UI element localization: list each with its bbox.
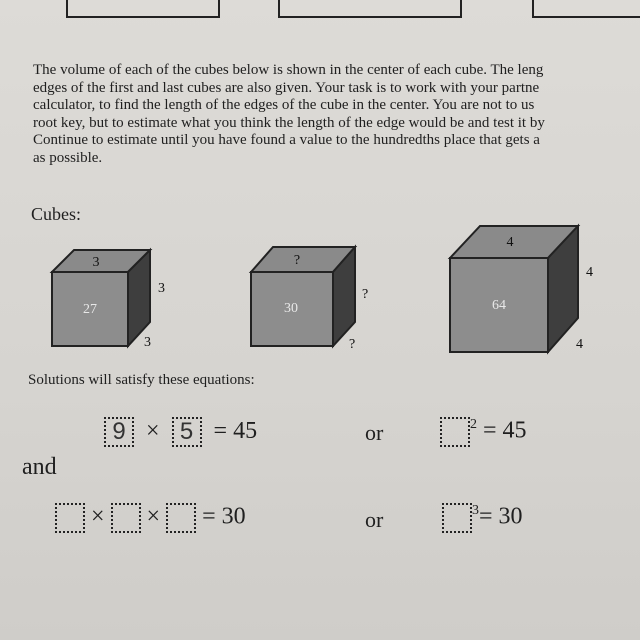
handwritten-digit: 9: [112, 418, 126, 445]
answer-box[interactable]: [111, 503, 141, 533]
exponent: 2: [470, 416, 477, 432]
equation-rhs: = 30: [202, 503, 246, 530]
equation-1-left: [104, 417, 257, 447]
exponent: 3: [472, 502, 479, 518]
paragraph-line: The volume of each of the cubes below is shown in the center of each cube. The leng: [33, 62, 544, 78]
cube-volume-label: 27: [83, 302, 97, 317]
equation-rhs: = 30: [479, 503, 523, 530]
cube-edge-label: 4: [576, 337, 583, 352]
answer-box[interactable]: [440, 417, 470, 447]
paragraph-line: as possible.: [33, 149, 103, 166]
solutions-label: Solutions will satisfy these equations:: [28, 372, 255, 388]
answer-box[interactable]: [172, 417, 202, 447]
cube-edge-label: 4: [506, 235, 514, 250]
cube-edge-label: ?: [349, 337, 356, 352]
equation-rhs: = 45: [213, 417, 258, 444]
and-label: and: [22, 454, 57, 480]
times-symbol: ×: [91, 503, 105, 530]
paragraph-line: root key, but to estimate what you think the length of the edge would be and test it by: [33, 114, 545, 131]
cube-64: [450, 226, 593, 352]
answer-box[interactable]: [55, 503, 85, 533]
equation-rhs: = 45: [483, 417, 527, 444]
answer-box[interactable]: [442, 503, 472, 533]
or-label: or: [365, 507, 384, 532]
answer-box[interactable]: [166, 503, 196, 533]
times-symbol: ×: [146, 417, 160, 444]
cube-volume-label: 64: [492, 298, 506, 313]
cube-edge-label: 3: [92, 255, 100, 270]
cube-edge-label: 3: [144, 335, 151, 350]
cube-edge-label: ?: [362, 287, 369, 302]
cube-edge-label: 3: [158, 281, 165, 296]
cube-27: [52, 250, 165, 350]
cube-edge-label: 4: [586, 265, 593, 280]
paragraph-line: edges of the first and last cubes are also given. Your task is to work with your partne: [33, 79, 540, 96]
times-symbol: ×: [146, 503, 161, 530]
equation-2-right: [442, 503, 523, 533]
equation-2-left: [55, 503, 246, 533]
cube-edge-label: ?: [293, 253, 301, 268]
or-label: or: [365, 420, 384, 445]
equation-1-right: [440, 417, 527, 447]
handwritten-digit: 5: [179, 418, 194, 445]
paragraph-line: calculator, to find the length of the edges of the cube in the center. You are not to us: [33, 97, 535, 114]
cube-volume-label: 30: [284, 301, 298, 316]
cubes-heading: Cubes:: [31, 204, 82, 224]
cube-30: [251, 247, 368, 352]
paragraph-line: Continue to estimate until you have found a value to the hundredths place that gets a: [33, 132, 540, 149]
answer-box[interactable]: [104, 417, 134, 447]
